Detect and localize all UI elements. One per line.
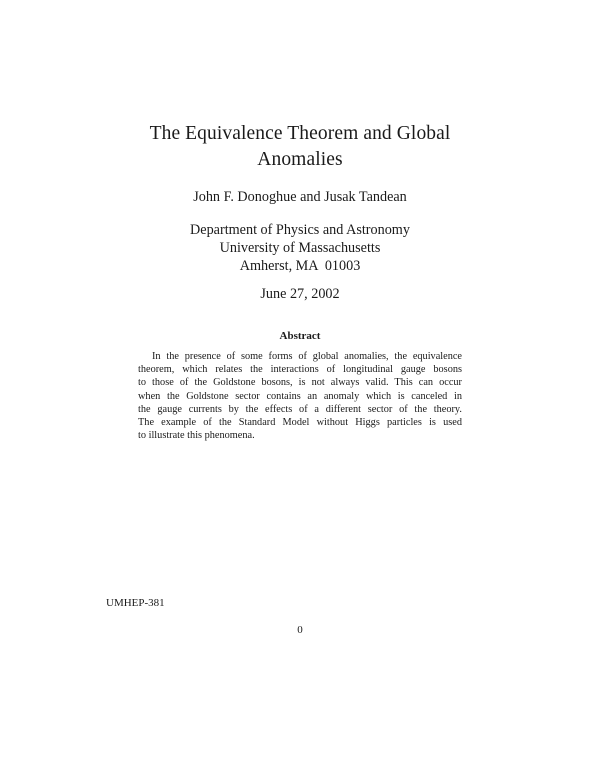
- abstract-line: to those of the Goldstone bosons, is not always valid. This can occur: [138, 377, 462, 389]
- abstract-line: theorem, which relates the interactions of longitudinal gauge bosons: [138, 364, 462, 376]
- abstract-heading: Abstract: [279, 330, 321, 342]
- title-line-1: The Equivalence Theorem and Global: [149, 123, 451, 144]
- abstract-line: In the presence of some forms of global anomalies, the equivalence: [152, 351, 462, 362]
- page-number: 0: [297, 624, 303, 636]
- authors: John F. Donoghue and Jusak Tandean: [193, 189, 407, 205]
- abstract-line: to illustrate this phenomena.: [138, 430, 255, 442]
- title-line-2: Anomalies: [257, 149, 343, 170]
- paper-date: June 27, 2002: [260, 286, 340, 302]
- abstract-line: when the Goldstone sector contains an anomaly which is canceled in: [138, 390, 462, 402]
- report-number: UMHEP-381: [106, 597, 165, 609]
- affiliation-department: Department of Physics and Astronomy: [190, 222, 410, 238]
- paper-title: [0, 121, 600, 173]
- affiliation-university: University of Massachusetts: [219, 240, 381, 256]
- affiliation: [0, 221, 600, 275]
- abstract-body: [138, 350, 462, 442]
- affiliation-address: Amherst, MA 01003: [239, 258, 361, 274]
- abstract-line: the gauge currents by the effects of a different sector of the theory.: [138, 403, 462, 415]
- abstract-line: The example of the Standard Model without Higgs particles is used: [138, 417, 462, 429]
